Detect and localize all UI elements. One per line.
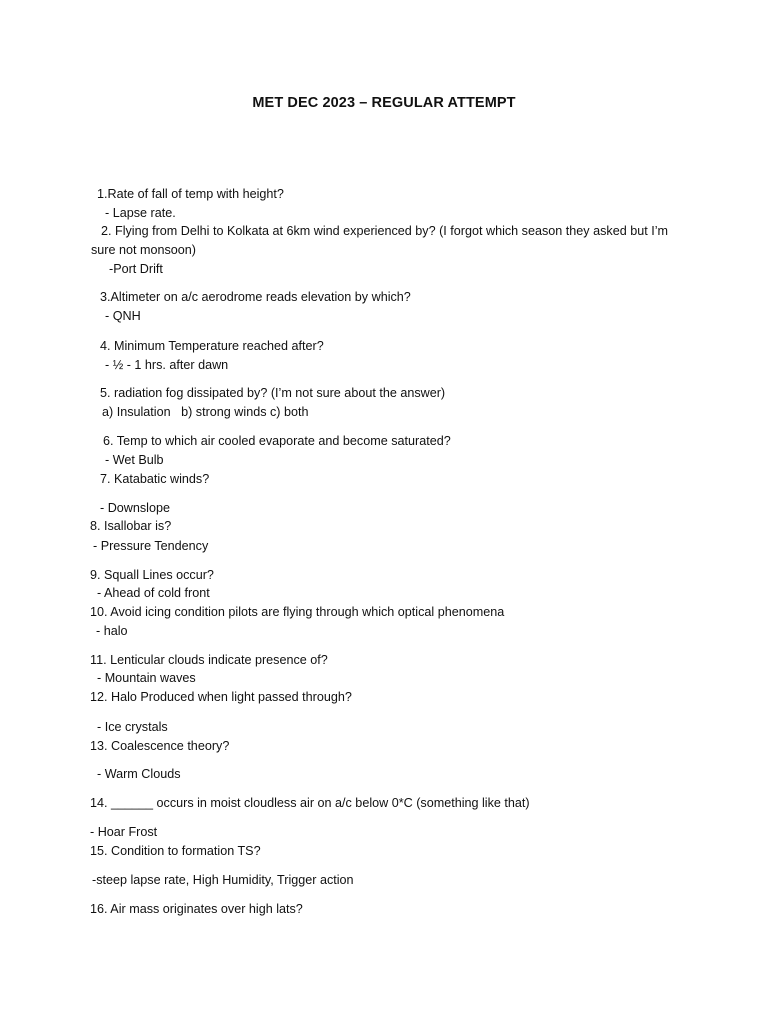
question-line: 15. Condition to formation TS? xyxy=(90,844,261,858)
question-line: 10. Avoid icing condition pilots are flying through which optical phenomena xyxy=(90,605,505,619)
question-line: 14. ______ occurs in moist cloudless air on a/c below 0*C (something like that) xyxy=(90,796,530,810)
question-line: 8. Isallobar is? xyxy=(90,519,172,533)
question-line: 9. Squall Lines occur? xyxy=(90,568,214,582)
answer-line: - Hoar Frost xyxy=(90,825,158,839)
answer-line: - Ahead of cold front xyxy=(97,586,210,600)
question-line: 4. Minimum Temperature reached after? xyxy=(100,339,324,353)
answer-line: - Lapse rate. xyxy=(105,206,176,220)
question-line: 5. radiation fog dissipated by? (I’m not sure about the answer) xyxy=(100,386,446,400)
answer-line: - Mountain waves xyxy=(97,671,196,685)
question-line: 12. Halo Produced when light passed through? xyxy=(90,690,352,704)
question-line: 13. Coalescence theory? xyxy=(90,739,230,753)
document-title: MET DEC 2023 – REGULAR ATTEMPT xyxy=(252,95,516,111)
question-line: 3.Altimeter on a/c aerodrome reads elevation by which? xyxy=(100,290,411,304)
answer-line: -Port Drift xyxy=(109,262,163,276)
answer-line: - Downslope xyxy=(100,501,170,515)
question-line: 6. Temp to which air cooled evaporate and become saturated? xyxy=(103,434,451,448)
question-line: 16. Air mass originates over high lats? xyxy=(90,902,303,916)
answer-line: - Pressure Tendency xyxy=(93,539,209,553)
answer-line: - halo xyxy=(96,624,128,638)
question-line: 2. Flying from Delhi to Kolkata at 6km wind experienced by? (I forgot which season they asked but I’m xyxy=(101,224,668,238)
question-line: sure not monsoon) xyxy=(91,243,197,257)
answer-line: - Ice crystals xyxy=(97,720,168,734)
answer-line: -steep lapse rate, High Humidity, Trigger action xyxy=(92,873,354,887)
question-line: 7. Katabatic winds? xyxy=(100,472,210,486)
question-line: 11. Lenticular clouds indicate presence of? xyxy=(90,653,328,667)
question-line: 1.Rate of fall of temp with height? xyxy=(97,187,284,201)
answer-line: - Wet Bulb xyxy=(105,453,164,467)
answer-line: - QNH xyxy=(105,309,141,323)
answer-line: - ½ - 1 hrs. after dawn xyxy=(105,358,229,372)
answer-line: - Warm Clouds xyxy=(97,767,181,781)
answer-line: a) Insulation b) strong winds c) both xyxy=(102,405,309,419)
